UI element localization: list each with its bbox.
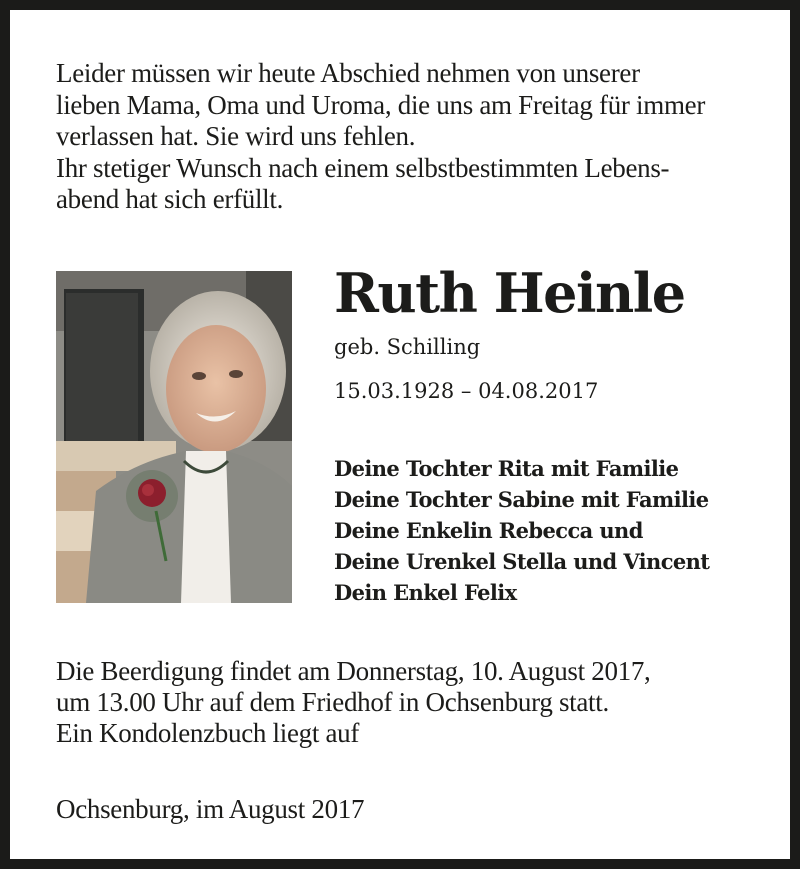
funeral-line: Ein Kondolenzbuch liegt auf (56, 718, 360, 748)
mourner-line: Deine Tochter Rita mit Familie (334, 456, 679, 481)
life-dates: 15.03.1928 – 04.08.2017 (334, 379, 599, 403)
intro-line: verlassen hat. Sie wird uns fehlen. (56, 121, 416, 151)
funeral-line: Die Beerdigung findet am Donnerstag, 10. August 2017, (56, 656, 651, 686)
mourner-line: Deine Urenkel Stella und Vincent (334, 549, 710, 574)
mourner-line: Dein Enkel Felix (334, 580, 517, 605)
intro-line: Leider müssen wir heute Abschied nehmen von unserer (56, 58, 640, 88)
intro-paragraph (56, 58, 776, 216)
place-and-date: Ochsenburg, im August 2017 (56, 794, 365, 824)
intro-line: Ihr stetiger Wunsch nach einem selbstbestimmten Lebens- (56, 152, 670, 183)
deceased-name: Ruth Heinle (334, 261, 685, 325)
mourner-line: Deine Enkelin Rebecca und (334, 518, 643, 543)
funeral-line: um 13.00 Uhr auf dem Friedhof in Ochsenburg statt. (56, 687, 609, 717)
intro-line: abend hat sich erfüllt. (56, 184, 284, 214)
maiden-name: geb. Schilling (334, 335, 481, 359)
portrait-image (56, 271, 292, 603)
mourners-list (334, 453, 709, 608)
funeral-info (56, 656, 651, 749)
mourner-line: Deine Tochter Sabine mit Familie (334, 487, 709, 512)
obituary-notice (10, 10, 790, 859)
portrait-photo (56, 271, 292, 603)
intro-line: lieben Mama, Oma und Uroma, die uns am Freitag für immer (56, 89, 706, 120)
